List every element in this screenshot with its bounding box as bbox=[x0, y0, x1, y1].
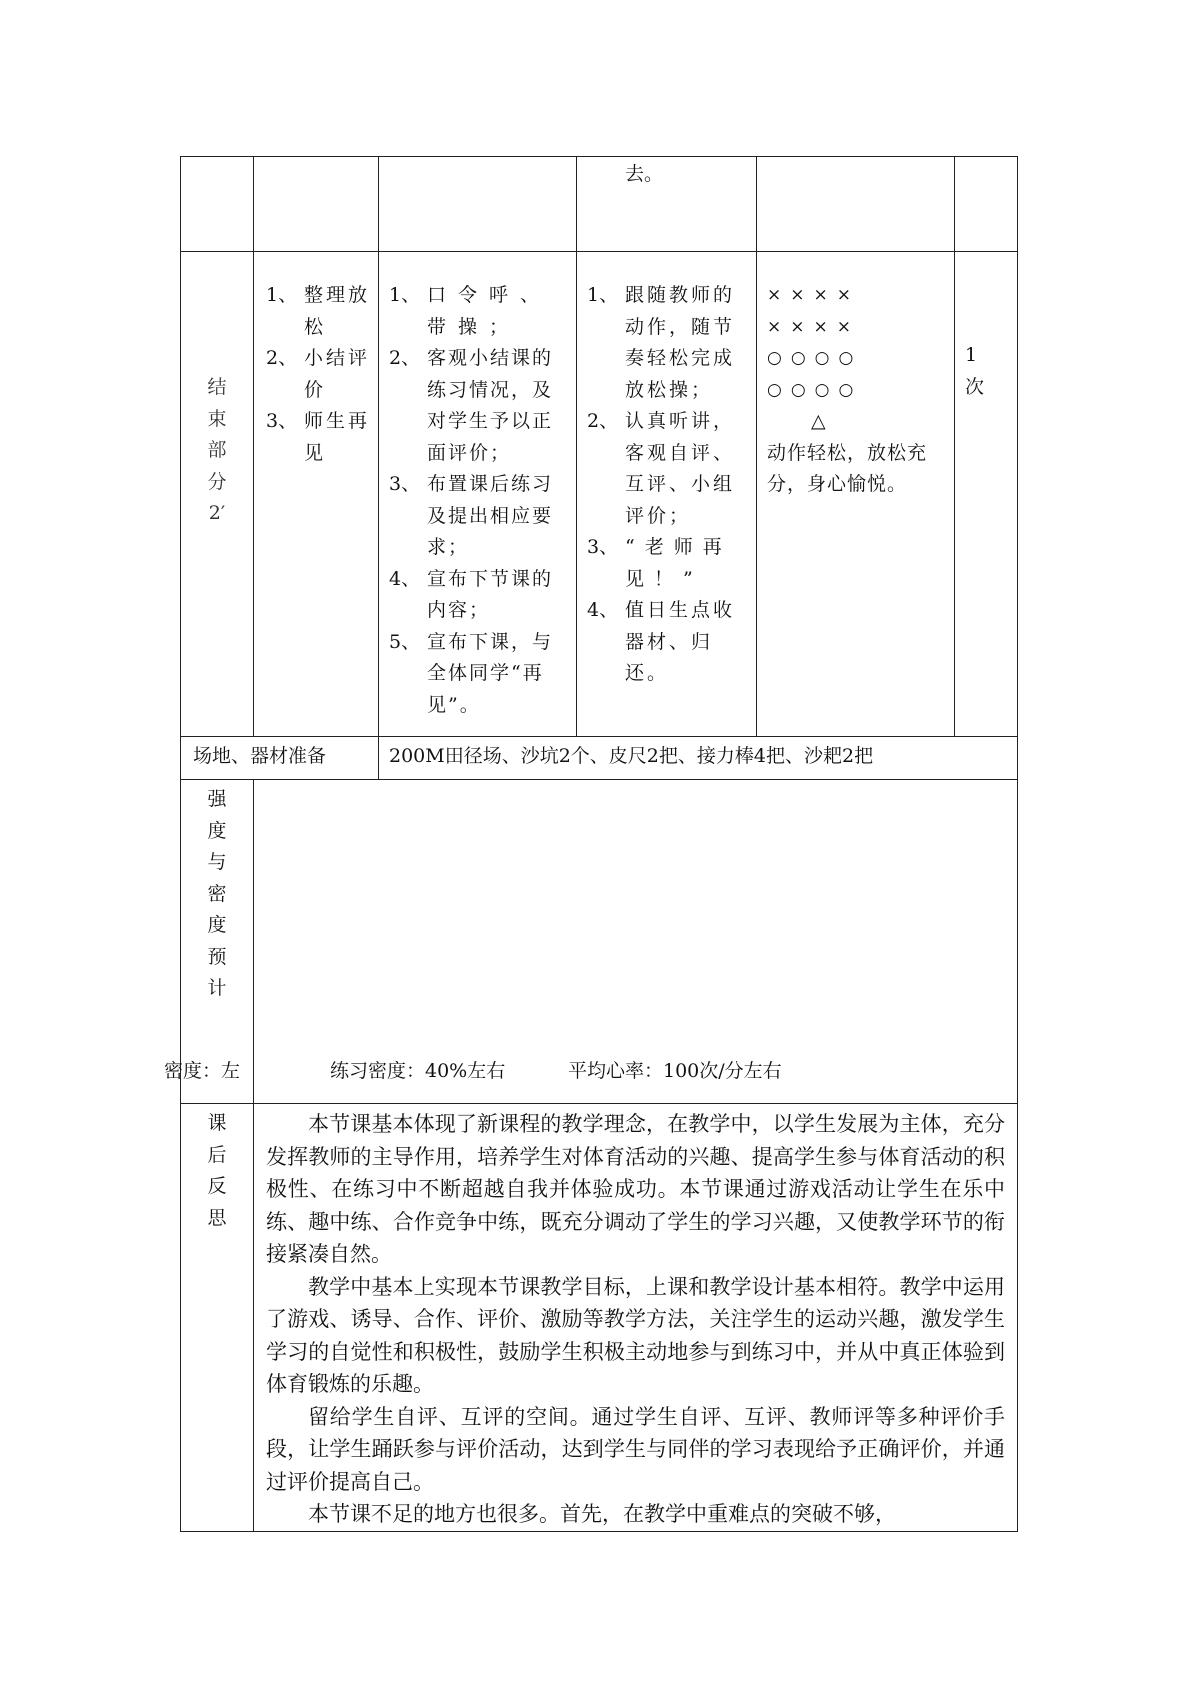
label-char: 束 bbox=[207, 407, 227, 430]
teacher-activity: 1、 口令呼、带操； bbox=[389, 284, 552, 338]
equipment-row bbox=[181, 737, 1018, 780]
label-char: 结 bbox=[207, 376, 227, 398]
equipment-value-cell bbox=[379, 737, 1018, 780]
label-char: 反 bbox=[207, 1175, 227, 1197]
reflection-row bbox=[181, 1104, 1018, 1532]
content-item: 2、 小结评价 bbox=[266, 347, 371, 401]
lesson-plan-table bbox=[180, 156, 1018, 1532]
content-item: 3、 师生再见 bbox=[266, 410, 371, 464]
ending-times bbox=[955, 252, 1018, 737]
label-char: 与 bbox=[207, 851, 227, 873]
times-value: 1次 bbox=[965, 344, 985, 398]
equipment-label-cell bbox=[181, 737, 379, 780]
label-char: 部 bbox=[207, 439, 227, 461]
heart-rate: 平均心率：100次/分左右 bbox=[568, 1060, 782, 1082]
label-char: 2′ bbox=[208, 502, 226, 524]
ending-section-row bbox=[181, 252, 1018, 737]
ending-content bbox=[254, 252, 379, 737]
teacher-activity: 4、 宣布下节课的内容； bbox=[389, 567, 554, 621]
student-activity: 4、 值日生点收器材、归还。 bbox=[587, 599, 736, 684]
formation-row: ○○○○ bbox=[767, 379, 863, 400]
student-activity: 1、 跟随教师的动作，随节奏轻松完成放松操； bbox=[587, 284, 736, 401]
cell-section bbox=[181, 157, 254, 252]
teacher-activity: 2、 客观小结课的练习情况，及对学生予以正面评价； bbox=[389, 347, 554, 464]
teacher-text-continuation: 去。 bbox=[625, 163, 664, 185]
reflection-paragraph: 本节课不足的地方也很多。首先，在教学中重难点的突破不够， bbox=[308, 1502, 896, 1526]
ending-section-label bbox=[181, 252, 254, 737]
formation-requirement: 动作轻松，放松充分，身心愉悦。 bbox=[767, 441, 928, 495]
formation-row: ×××× bbox=[767, 285, 860, 305]
formation-row: ○○○○ bbox=[767, 348, 863, 368]
label-char: 强 bbox=[207, 788, 227, 810]
formation-row: ×××× bbox=[767, 316, 860, 337]
intensity-value-cell bbox=[254, 780, 1018, 1104]
reflection-text-cell bbox=[254, 1104, 1018, 1532]
label-char: 分 bbox=[207, 470, 227, 493]
reflection-label-cell bbox=[181, 1104, 254, 1532]
reflection-paragraph: 教学中基本上实现本节课教学目标，上课和教学设计基本相符。教学中运用了游戏、诱导、合作、评价、激励等教学方法，关注学生的运动兴趣，激发学生学习的自觉性和积极性，鼓励学生积极主动地参与到练习中，并从中真正体验到体育锻炼的乐趣。 bbox=[266, 1274, 1005, 1396]
label-char: 密 bbox=[207, 882, 227, 905]
reflection-paragraph: 留给学生自评、互评的空间。通过学生自评、互评、教师评等多种评价手段，让学生踊跃参与评价活动，达到学生与同伴的学习表现给予正确评价，并通过评价提高自己。 bbox=[266, 1404, 1005, 1494]
cell-formation bbox=[757, 157, 955, 252]
cell-times bbox=[955, 157, 1018, 252]
density-label: 密度：左 bbox=[164, 1060, 241, 1082]
student-activity: 3、 “老师再见！” bbox=[587, 536, 732, 590]
intensity-label-cell bbox=[181, 780, 254, 1104]
label-char: 度 bbox=[207, 914, 227, 936]
teacher-activity: 5、 宣布下课，与全体同学“再见”。 bbox=[389, 630, 554, 716]
student-activity: 2、 认真听讲，客观自评、互评、小组评价； bbox=[587, 410, 736, 527]
cell-content bbox=[254, 157, 379, 252]
label-char: 思 bbox=[207, 1206, 227, 1229]
content-item: 1、 整理放松 bbox=[266, 284, 371, 338]
continuation-row bbox=[181, 157, 1018, 252]
ending-student-activities bbox=[577, 252, 757, 737]
label-char: 课 bbox=[207, 1112, 227, 1134]
cell-teacher bbox=[379, 157, 577, 252]
practice-density: 练习密度：40%左右 bbox=[330, 1060, 506, 1082]
reflection-paragraph: 本节课基本体现了新课程的教学理念，在教学中，以学生发展为主体，充分发挥教师的主导作用，培养学生对体育活动的兴趣、提高学生参与体育活动的积极性、在练习中不断超越自我并体验成功。本节课通过游戏活动让学生在乐中练、趣中练、合作竞争中练，既充分调动了学生的学习兴趣，又使教学环节的衔接紧凑自然。 bbox=[266, 1112, 1005, 1266]
label-char: 度 bbox=[207, 819, 227, 842]
equipment-value: 200M田径场、沙坑2个、皮尺2把、接力棒4把、沙耙2把 bbox=[389, 745, 874, 767]
label-char: 预 bbox=[207, 945, 227, 968]
label-char: 后 bbox=[207, 1143, 227, 1166]
ending-formation bbox=[757, 252, 955, 737]
equipment-label: 场地、器材准备 bbox=[193, 745, 327, 767]
teacher-activity: 3、 布置课后练习及提出相应要求； bbox=[389, 473, 554, 558]
label-char: 计 bbox=[207, 977, 227, 999]
intensity-row bbox=[181, 780, 1018, 1104]
cell-student bbox=[577, 157, 757, 252]
ending-teacher-activities bbox=[379, 252, 577, 737]
teacher-position-icon: △ bbox=[811, 410, 826, 432]
